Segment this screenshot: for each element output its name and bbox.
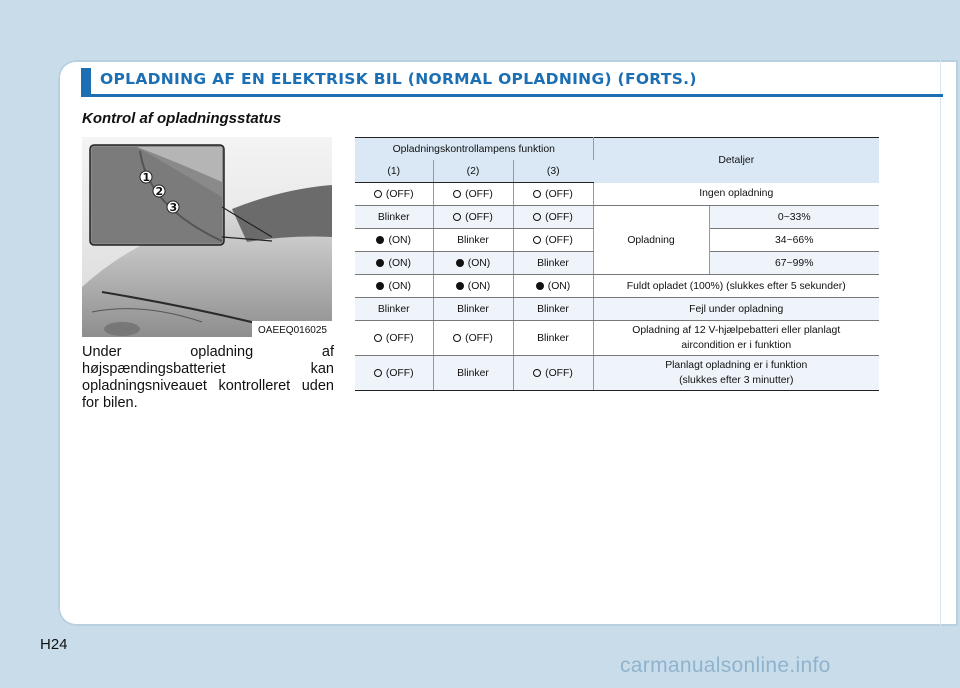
cell-lamp-3: (OFF) (513, 183, 593, 206)
header-details: Detaljer (593, 138, 879, 183)
cell-lamp-2: (ON) (433, 252, 513, 275)
cell-lamp-2: Blinker (433, 229, 513, 252)
lamp-state-icon (533, 190, 541, 198)
page-edge-line (940, 60, 941, 626)
page-number: H24 (40, 636, 68, 653)
cell-detail: 34~66% (709, 229, 879, 252)
lamp-state-icon (533, 369, 541, 377)
header-col-1: (1) (355, 160, 433, 183)
header-col-3: (3) (513, 160, 593, 183)
lamp-state-icon (536, 282, 544, 290)
cell-lamp-3: (OFF) (513, 206, 593, 229)
page-title: OPLADNING AF EN ELEKTRISK BIL (NORMAL OPLADNING) (FORTS.) (100, 70, 697, 88)
cell-lamp-3: Blinker (513, 321, 593, 356)
cell-detail-group: Opladning (593, 206, 709, 275)
charging-port-illustration (82, 137, 332, 337)
callout-1: 1 (142, 171, 151, 184)
callout-2: 2 (155, 185, 164, 198)
cell-lamp-2: (ON) (433, 275, 513, 298)
lamp-state-icon (376, 236, 384, 244)
lamp-state-icon (453, 190, 461, 198)
cell-lamp-3: Blinker (513, 298, 593, 321)
cell-lamp-3: (OFF) (513, 356, 593, 391)
figure-code: OAEEQ016025 (258, 325, 327, 336)
lamp-state-icon (376, 282, 384, 290)
cell-lamp-1: (ON) (355, 229, 433, 252)
lamp-state-icon (374, 369, 382, 377)
cell-detail: Fuldt opladet (100%) (slukkes efter 5 sekunder) (593, 275, 879, 298)
cell-detail: Ingen opladning (593, 183, 879, 206)
cell-lamp-1: Blinker (355, 206, 433, 229)
lamp-state-icon (533, 213, 541, 221)
lamp-state-icon (456, 259, 464, 267)
lamp-state-icon (533, 236, 541, 244)
table-row (355, 183, 879, 206)
table-row (355, 356, 879, 391)
cell-lamp-2: (OFF) (433, 183, 513, 206)
cell-lamp-3: (OFF) (513, 229, 593, 252)
section-title-marker (81, 68, 91, 94)
lamp-state-icon (374, 190, 382, 198)
cell-lamp-1: (ON) (355, 275, 433, 298)
cell-lamp-3: Blinker (513, 252, 593, 275)
cell-lamp-1: Blinker (355, 298, 433, 321)
header-lamp-function: Opladningskontrollampens funktion (355, 138, 593, 161)
cell-lamp-2: Blinker (433, 298, 513, 321)
body-paragraph: Under opladning af højspændingsbatteriet kan opladningsniveauet kontrolleret uden for bilen. (82, 344, 334, 411)
section-subtitle: Kontrol af opladningsstatus (82, 110, 282, 127)
cell-lamp-1: (ON) (355, 252, 433, 275)
table-row (355, 275, 879, 298)
header-col-2: (2) (433, 160, 513, 183)
table-row (355, 298, 879, 321)
cell-detail: Opladning af 12 V-hjælpebatteri eller planlagt aircondition er i funktion (593, 321, 879, 356)
cell-detail: 67~99% (709, 252, 879, 275)
status-table-wrap (355, 137, 879, 391)
charging-status-table (355, 137, 879, 391)
watermark: carmanualsonline.info (620, 654, 831, 677)
cell-lamp-3: (ON) (513, 275, 593, 298)
cell-lamp-2: (OFF) (433, 321, 513, 356)
cell-detail: Planlagt opladning er i funktion (slukkes efter 3 minutter) (593, 356, 879, 391)
cell-detail: 0~33% (709, 206, 879, 229)
cell-lamp-2: (OFF) (433, 206, 513, 229)
cell-detail: Fejl under opladning (593, 298, 879, 321)
table-row (355, 206, 879, 229)
lamp-state-icon (456, 282, 464, 290)
cell-lamp-1: (OFF) (355, 321, 433, 356)
lamp-state-icon (376, 259, 384, 267)
cell-lamp-1: (OFF) (355, 356, 433, 391)
callout-3: 3 (169, 201, 178, 214)
table-row (355, 321, 879, 356)
cell-lamp-1: (OFF) (355, 183, 433, 206)
lamp-state-icon (374, 334, 382, 342)
lamp-state-icon (453, 213, 461, 221)
cell-lamp-2: Blinker (433, 356, 513, 391)
lamp-state-icon (453, 334, 461, 342)
